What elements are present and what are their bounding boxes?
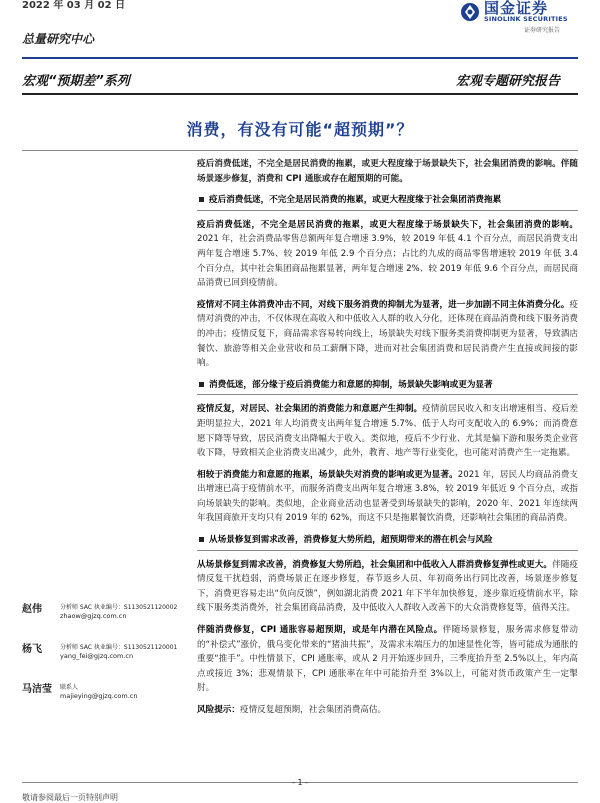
footer-disclaimer: 敬请参阅最后一页特别声明 bbox=[22, 793, 118, 802]
report-date: 2022 年 03 月 02 日 bbox=[22, 0, 126, 11]
paragraph-lead: 相较于消费能力和意愿的拖累，场景缺失对消费的影响或更为显著。 bbox=[197, 469, 458, 480]
paragraph-lead: 疫情反复，对居民、社会集团的消费能力和意愿产生抑制。 bbox=[197, 404, 423, 415]
logo-tagline: 证券研究报告 bbox=[524, 27, 561, 34]
logo-name-cn: 国金证券 bbox=[484, 0, 549, 17]
paragraph-text: 2021 年，居民人均商品消费支出增速已高于疫情前水平，而服务消费支出两年复合增速 3.8%，较 2019 年低近 9 个百分点，或指向场景缺失的影响。类似地，企业商业活动也显著受到场景缺失的影响，2020 年、2021 年连续两年我国商旅开支均只有 2019 年的 62%，而这不只是拖累餐饮消费，还影响社会集团的商品消费。 bbox=[197, 469, 578, 524]
section-2-paragraph-2 bbox=[197, 468, 578, 526]
risk-note bbox=[197, 703, 578, 718]
author-list bbox=[22, 600, 192, 720]
author-name: 马洁莹 bbox=[22, 684, 52, 695]
paragraph-text: 疫情前居民收入和支出增速相当、疫后差距明显拉大，2021 年人均消费支出两年复合增速 5.7%、低于人均可支配收入的 6.9%；而消费意愿下降等导致，居民消费支出降幅大于收入。类似地，疫后不少行业、尤其是偏下游和服务类企业营收下降，导致相关企业消费支出减少，此外，教育、地产等行业变化，也可能对消费产生一定拖累。 bbox=[197, 404, 578, 459]
department-label: 总量研究中心 bbox=[22, 32, 95, 46]
report-title: 消费，有没有可能“超预期”？ bbox=[186, 120, 414, 139]
paragraph-text: 伴随疫情反复干扰趋弱，消费场景正在逐步修复，春节返乡人员、年初商务出行同比改善，场景逐步修复下，消费更容易走出“负向反馈”，例如湖北消费 2021 年下半年加快修复，逐步靠近疫情前水平，除线下服务类消费外，社会集团商品消费，及中低收入人群收入改善下的大众消费修复等，值得关注。 bbox=[197, 559, 578, 614]
author-cert: 分析师 SAC 执业编号：S1130521120002 bbox=[60, 604, 178, 611]
company-logo bbox=[458, 0, 584, 40]
series-name: 宏观“预期差”系列 bbox=[22, 74, 130, 89]
paragraph-text: 2021 年，社会消费品零售总额两年复合增速 3.9%，较 2019 年低 4.1 个百分点，而居民消费支出两年复合增速 5.7%、较 2019 年低 2.9 个百分点；占比约九成的商品零售增速较 2019 年低 3.4 个百分点，其中社会集团商品拖累显著，两年复合增速 2%、较 2019 年低 9.6 个百分点，而居民商品消费已回到疫情前。 bbox=[197, 234, 578, 289]
paragraph-lead: 伴随消费修复，CPI 通胀容易超预期，或是年内潜在风险点。 bbox=[197, 625, 443, 636]
paragraph-lead: 疫后消费低迷，不完全是居民消费的拖累，或更大程度缘于场景缺失下，社会集团消费的影响。 bbox=[197, 219, 578, 230]
author-name: 赵伟 bbox=[22, 604, 42, 615]
author-name: 杨飞 bbox=[22, 644, 42, 655]
author-card bbox=[22, 680, 192, 714]
section-1-heading: 疫后消费低迷，不完全是居民消费的拖累，或更大程度缘于社会集团消费拖累 bbox=[197, 193, 578, 211]
summary-paragraph: 疫后消费低迷，不完全是居民消费的拖累，或更大程度缘于场景缺失下，社会集团消费的影响。伴随场景逐步修复，消费和 CPI 通胀或存在超预期的可能。 bbox=[197, 159, 578, 184]
section-3-paragraph-1 bbox=[197, 558, 578, 616]
author-card bbox=[22, 640, 192, 674]
section-1-paragraph-1 bbox=[197, 218, 578, 291]
section-2-paragraph-1 bbox=[197, 402, 578, 460]
section-3-heading: 从场景修复到需求改善，消费修复大势所趋，超预期带来的潜在机会与风险 bbox=[197, 533, 578, 551]
section-1-paragraph-2 bbox=[197, 298, 578, 371]
page-number: - 1 - bbox=[292, 778, 308, 787]
author-email[interactable]: yang_fei@gjzq.com.cn bbox=[60, 652, 134, 660]
author-card bbox=[22, 600, 192, 634]
author-email[interactable]: majieying@gjzq.com.cn bbox=[60, 692, 138, 700]
risk-label: 风险提示： bbox=[197, 705, 240, 715]
author-cert: 联系人 bbox=[60, 684, 79, 691]
author-cert: 分析师 SAC 执业编号：S1130521120001 bbox=[60, 644, 178, 651]
report-body bbox=[197, 157, 578, 725]
section-2-heading: 消费低迷，部分缘于疫后消费能力和意愿的抑制，场景缺失影响或更为显著 bbox=[197, 378, 578, 396]
author-email[interactable]: zhaow@gjzq.com.cn bbox=[60, 612, 127, 620]
logo-name-en: SINOLINK SECURITIES bbox=[484, 15, 568, 23]
title-rule bbox=[22, 150, 578, 151]
logo-mark-icon bbox=[460, 2, 480, 22]
section-3-paragraph-2 bbox=[197, 623, 578, 696]
paragraph-text: 伴随场景修复，服务需求修复带动的“补偿式”涨价，俄乌变化带来的“猪油共振”，及需求末端压力的加速显性化等，皆可能成为通胀的重要“推手”。中性情景下，CPI 通胀率，或从 2 月开始逐步回升，三季度抬升至 2.5%以上，年内高点或接近 3%；悲观情景下，CPI 通胀率在年中可能抬升至 3%以上，可能对货币政策产生一定掣肘。 bbox=[197, 625, 578, 694]
header-rule bbox=[22, 57, 578, 59]
header-rule-bottom bbox=[22, 93, 578, 95]
paragraph-lead: 疫情对不同主体消费冲击不同，对线下服务消费的抑制尤为显著，进一步加剧不同主体消费分化。 bbox=[197, 299, 570, 310]
risk-text: 疫情反复超预期，社会集团消费高估。 bbox=[239, 705, 387, 715]
paragraph-lead: 从场景修复到需求改善，消费修复大势所趋，社会集团和中低收入人群消费修复弹性或更大。 bbox=[197, 559, 553, 570]
report-type: 宏观专题研究报告 bbox=[455, 74, 560, 89]
paragraph-text: 疫情对消费的冲击，不仅体现在高收入和中低收入人群的收入分化，还体现在商品消费和线下服务消费的冲击；疫情反复下，商品需求容易转向线上，场景缺失对线下服务类消费抑制更为显著，导致酒店餐饮、旅游等相关企业营收和员工薪酬下降，进而对社会集团消费和居民消费产生直接或间接的影响。 bbox=[197, 299, 578, 369]
